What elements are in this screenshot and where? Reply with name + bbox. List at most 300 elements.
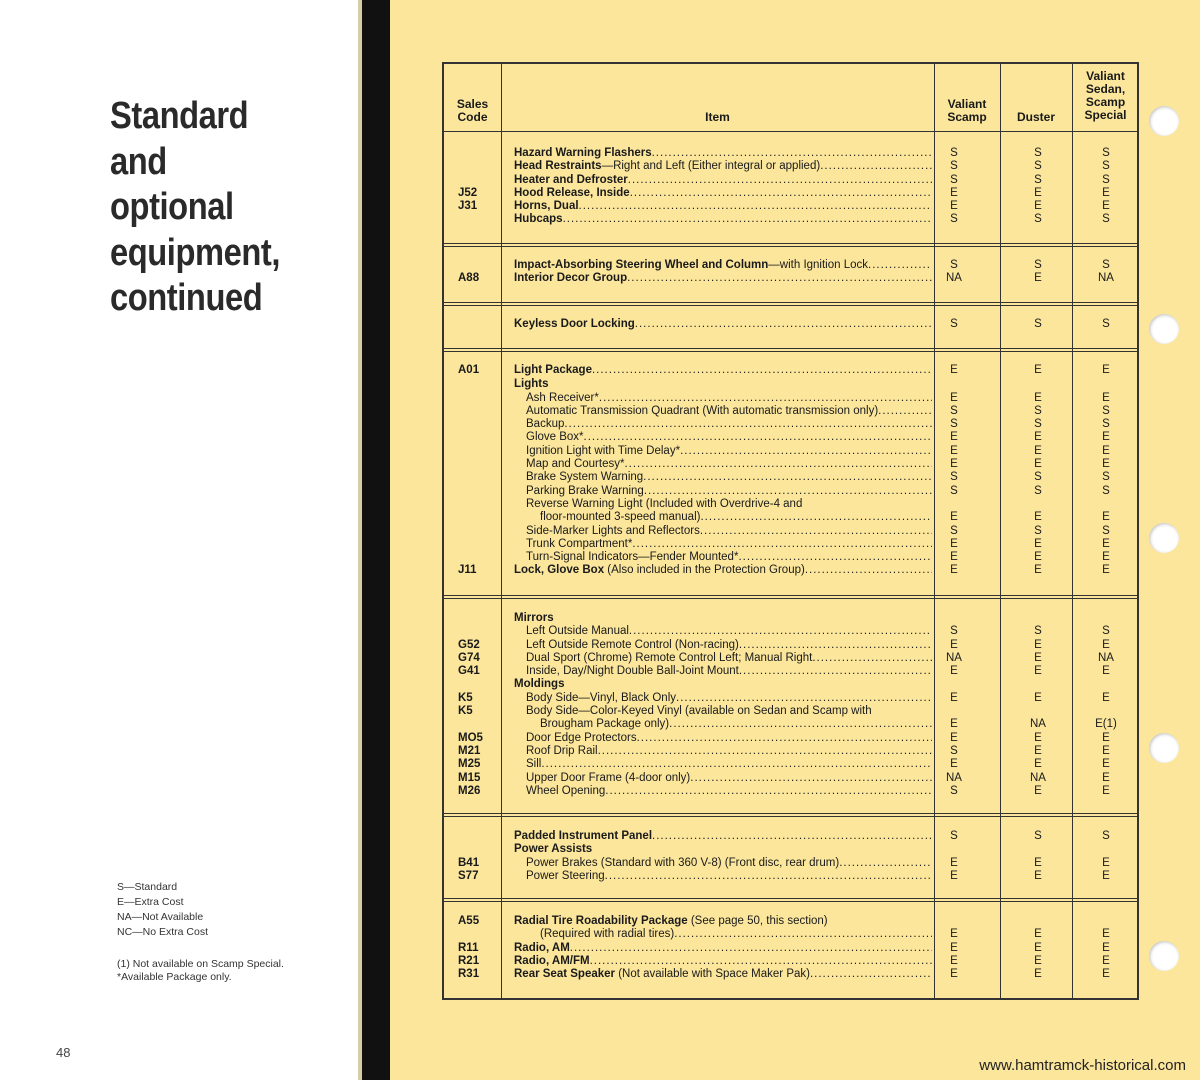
item-name <box>514 445 932 458</box>
availability-value: S <box>950 173 958 186</box>
item-detail: (See page 50, this section) <box>687 915 828 927</box>
item-name <box>514 318 932 331</box>
availability-value: S <box>1102 213 1110 226</box>
sales-code <box>458 392 488 405</box>
sales-code: B41 <box>458 856 480 869</box>
item-name <box>514 498 932 511</box>
availability-value: NA <box>1030 771 1046 784</box>
availability-value: S <box>950 147 958 159</box>
sales-code: R11 <box>458 941 479 954</box>
sales-code <box>458 318 488 331</box>
sales-code: K5 <box>458 705 473 718</box>
availability-value: E <box>950 869 958 882</box>
sales-code-column <box>458 318 488 331</box>
sales-code <box>458 498 488 511</box>
availability-value: E <box>950 458 958 471</box>
item-label: Keyless Door Locking <box>514 318 635 330</box>
availability-value: E <box>950 364 958 376</box>
availability-value <box>1076 498 1136 511</box>
item-label: Sill <box>526 758 542 771</box>
sales-code-column <box>458 259 488 286</box>
availability-value: E <box>1034 968 1042 981</box>
availability-value: E <box>1102 691 1110 704</box>
item-name <box>514 745 932 758</box>
item-text <box>526 652 812 665</box>
availability-value <box>1076 612 1136 625</box>
availability-value: S <box>1102 524 1110 537</box>
item-name <box>514 678 932 691</box>
availability-value: E <box>1102 431 1110 444</box>
sales-code-column <box>458 915 488 981</box>
item-label: Power Steering <box>526 869 605 882</box>
availability-value: E <box>950 665 958 678</box>
availability-value <box>1006 705 1070 718</box>
sales-code <box>458 445 488 458</box>
availability-value <box>1006 378 1070 391</box>
availability-value: S <box>1102 318 1110 330</box>
item-text <box>526 458 624 471</box>
item-column <box>514 612 932 798</box>
availability-value: E <box>1102 941 1110 954</box>
item-text <box>514 187 630 200</box>
sales-code: G52 <box>458 638 480 651</box>
item-name <box>514 625 932 638</box>
availability-value: S <box>950 160 958 173</box>
availability-value: E <box>1034 691 1042 704</box>
valiant-scamp-column <box>936 364 972 578</box>
item-detail: —Right and Left (Either integral or applied) <box>601 160 821 173</box>
availability-value: S <box>950 484 958 497</box>
availability-value: S <box>1102 404 1110 417</box>
legend <box>117 880 208 940</box>
availability-value: E <box>1034 200 1042 213</box>
item-label: Brake System Warning <box>526 471 644 484</box>
item-label: Parking Brake Warning <box>526 484 644 497</box>
availability-value: S <box>1102 484 1110 497</box>
item-name <box>514 147 932 160</box>
item-column <box>514 147 932 227</box>
availability-value: S <box>1034 830 1042 842</box>
availability-value: E <box>1102 458 1110 471</box>
availability-value: E <box>1034 758 1042 771</box>
valiant-scamp-column <box>936 612 972 798</box>
item-name <box>514 955 932 968</box>
availability-value: S <box>1034 147 1042 159</box>
availability-value: E <box>1102 200 1110 213</box>
sales-code <box>458 259 488 272</box>
availability-value: E <box>950 551 958 564</box>
availability-value: E <box>950 968 958 981</box>
availability-value: S <box>1102 160 1110 173</box>
binder-hole <box>1149 314 1179 344</box>
header-text: Sales <box>456 97 489 111</box>
title-line: continued <box>110 277 263 319</box>
availability-value <box>1076 843 1136 856</box>
row-divider <box>444 898 1137 902</box>
item-label: Rear Seat Speaker <box>514 968 616 981</box>
availability-value <box>936 915 972 928</box>
sales-code <box>458 625 488 638</box>
item-text <box>526 525 700 538</box>
item-text <box>540 928 674 941</box>
item-text <box>526 692 676 705</box>
item-name <box>514 458 932 471</box>
item-text <box>514 213 563 226</box>
item-name <box>514 758 932 771</box>
valiant-sedan-column <box>1076 318 1136 331</box>
header-text: Valiant <box>947 97 987 111</box>
legend-item: E—Extra Cost <box>117 896 184 908</box>
item-text <box>526 431 584 444</box>
valiant-sedan-column <box>1076 259 1136 286</box>
availability-value: S <box>950 318 958 330</box>
item-name <box>514 843 932 856</box>
availability-value: E <box>1034 638 1042 651</box>
item-name <box>514 405 932 418</box>
availability-value: NA <box>946 272 962 285</box>
sales-code-column <box>458 364 488 578</box>
item-label: Radial Tire Roadability Package <box>514 915 688 927</box>
availability-value: E <box>1034 511 1042 524</box>
sales-code <box>458 147 488 160</box>
availability-value: E <box>1102 564 1110 577</box>
header-text: Sedan, <box>1085 82 1126 96</box>
availability-value: E <box>1102 551 1110 564</box>
availability-value: S <box>950 784 958 797</box>
availability-value <box>1076 705 1136 718</box>
availability-value: E <box>1034 941 1042 954</box>
availability-value: E <box>1034 537 1042 550</box>
item-text <box>526 485 644 498</box>
item-name <box>514 612 932 625</box>
item-text <box>526 665 739 678</box>
availability-value: S <box>1034 259 1042 271</box>
availability-value: E <box>1102 665 1110 678</box>
item-name <box>514 259 932 272</box>
availability-value: E <box>1102 444 1110 457</box>
sales-code <box>458 405 488 418</box>
sales-code: A88 <box>458 272 480 285</box>
legend-item: S—Standard <box>117 881 178 893</box>
title-line: equipment, <box>110 231 281 274</box>
item-label: Padded Instrument Panel <box>514 830 653 842</box>
item-column <box>514 830 932 883</box>
sales-code-column <box>458 612 488 798</box>
item-name <box>514 200 932 213</box>
sales-code <box>458 431 488 444</box>
sales-code <box>458 511 488 524</box>
availability-value: NA <box>946 771 962 784</box>
row-divider <box>444 302 1137 306</box>
item-name <box>514 870 932 883</box>
item-label: Hazard Warning Flashers <box>514 147 652 159</box>
item-name <box>514 942 932 955</box>
item-label: Power Brakes (Standard with 360 V-8) (Front disc, rear drum) <box>526 856 840 869</box>
item-text <box>526 405 878 418</box>
availability-value: S <box>950 830 958 842</box>
row-divider <box>444 813 1137 817</box>
sales-code <box>458 485 488 498</box>
availability-value: E <box>1102 968 1110 981</box>
sales-code: A55 <box>458 915 480 927</box>
footnotes <box>117 958 284 983</box>
item-text <box>526 418 564 431</box>
item-column <box>514 915 932 981</box>
item-text <box>526 732 637 745</box>
availability-value: E <box>1102 856 1110 869</box>
availability-value: E <box>950 511 958 524</box>
sales-code: J31 <box>458 200 478 213</box>
availability-value <box>936 678 972 691</box>
duster-column <box>1006 259 1070 286</box>
availability-value: S <box>1102 147 1110 159</box>
sales-code: M21 <box>458 744 481 757</box>
item-text <box>514 259 868 272</box>
sales-code <box>458 458 488 471</box>
item-name <box>514 551 932 564</box>
item-text <box>514 678 564 691</box>
sales-code <box>458 174 488 187</box>
item-label: Upper Door Frame (4-door only) <box>526 771 691 784</box>
sales-code: MO5 <box>458 731 483 744</box>
item-name <box>514 564 932 577</box>
availability-value: E <box>950 718 958 731</box>
availability-value <box>936 843 972 856</box>
availability-value <box>1006 612 1070 625</box>
item-label: Head Restraints <box>514 160 602 173</box>
item-label: Interior Decor Group <box>514 272 628 285</box>
availability-value: S <box>950 625 958 638</box>
item-text <box>514 830 652 843</box>
item-label: Ignition Light with Time Delay* <box>526 444 681 457</box>
availability-value <box>1076 678 1136 691</box>
availability-value <box>1006 678 1070 691</box>
availability-value: NA <box>1030 718 1046 731</box>
item-detail: (Not available with Space Maker Pak) <box>615 968 810 981</box>
availability-value: E <box>1034 784 1042 797</box>
availability-value: E <box>950 537 958 550</box>
availability-value: E <box>1034 651 1042 664</box>
item-text <box>514 364 592 377</box>
item-label: Moldings <box>514 678 565 691</box>
item-label: Glove Box* <box>526 431 584 444</box>
availability-value: E <box>950 564 958 577</box>
availability-value: NA <box>946 651 962 664</box>
item-label: Ash Receiver* <box>526 391 599 404</box>
item-name <box>514 160 932 173</box>
item-text <box>526 639 739 652</box>
header-text: Special <box>1084 108 1127 122</box>
duster-column <box>1006 915 1070 981</box>
footnote: (1) Not available on Scamp Special. <box>117 958 284 970</box>
availability-value: S <box>950 744 958 757</box>
availability-value: E <box>950 200 958 213</box>
availability-value: E <box>1102 638 1110 651</box>
item-label: Hubcaps <box>514 213 563 226</box>
availability-value: E <box>1034 458 1042 471</box>
sales-code: M26 <box>458 784 481 797</box>
sales-code <box>458 612 488 625</box>
availability-value <box>936 378 972 391</box>
item-text <box>514 174 628 187</box>
availability-value: E <box>1034 564 1042 577</box>
availability-value: S <box>1034 213 1042 226</box>
item-label: Heater and Defroster <box>514 173 628 186</box>
valiant-sedan-column <box>1076 915 1136 981</box>
availability-value <box>1076 378 1136 391</box>
availability-value <box>936 612 972 625</box>
item-label: Side-Marker Lights and Reflectors <box>526 524 700 537</box>
item-label: Light Package <box>514 364 592 376</box>
availability-value: S <box>1034 404 1042 417</box>
availability-value: NA <box>1098 272 1114 285</box>
item-label: Radio, AM <box>514 941 570 954</box>
item-name <box>514 732 932 745</box>
item-text <box>514 378 549 391</box>
binding-bar <box>362 0 390 1080</box>
availability-value: E <box>950 638 958 651</box>
header-text: Scamp <box>947 110 987 124</box>
item-column <box>514 259 932 286</box>
binder-hole <box>1149 523 1179 553</box>
item-label: Backup <box>526 418 565 431</box>
item-name <box>514 392 932 405</box>
availability-value: E <box>1102 186 1110 199</box>
item-text <box>540 511 700 524</box>
sales-code <box>458 160 488 173</box>
item-text <box>514 955 590 968</box>
availability-value: E <box>950 444 958 457</box>
title-line: and <box>110 140 167 183</box>
item-name <box>514 418 932 431</box>
availability-value: E <box>1102 364 1110 376</box>
availability-value: S <box>1034 318 1042 330</box>
item-text <box>526 785 605 798</box>
item-label: Dual Sport (Chrome) Remote Control Left; Manual Right <box>526 651 813 664</box>
item-text <box>514 160 820 173</box>
availability-value: E <box>1034 869 1042 882</box>
item-label: Door Edge Protectors <box>526 731 637 744</box>
item-label: Wheel Opening <box>526 784 606 797</box>
item-text <box>526 705 872 718</box>
valiant-sedan-column <box>1076 830 1136 883</box>
availability-value: E <box>950 954 958 967</box>
availability-value: S <box>1102 418 1110 431</box>
availability-value: E <box>950 431 958 444</box>
availability-value: S <box>1102 471 1110 484</box>
availability-value: E <box>950 691 958 704</box>
item-label: Lights <box>514 378 549 391</box>
item-label: Impact-Absorbing Steering Wheel and Column <box>514 259 769 271</box>
availability-value: NA <box>1098 651 1114 664</box>
availability-value: E <box>1102 771 1110 784</box>
availability-value: E <box>1102 784 1110 797</box>
item-name <box>514 928 932 941</box>
availability-value: E <box>1102 731 1110 744</box>
item-name <box>514 705 932 718</box>
availability-value <box>936 498 972 511</box>
item-text <box>526 471 643 484</box>
valiant-scamp-column <box>936 147 972 227</box>
availability-value <box>1006 843 1070 856</box>
sales-code <box>458 843 488 856</box>
item-text <box>514 272 627 285</box>
page-number: 48 <box>56 1045 71 1060</box>
item-text <box>526 857 839 870</box>
sales-code: K5 <box>458 691 473 704</box>
title-line: Standard <box>110 95 249 137</box>
sales-code: S77 <box>458 869 479 882</box>
sales-code <box>458 418 488 431</box>
item-label: Brougham Package only) <box>540 718 670 731</box>
item-text <box>514 612 554 625</box>
availability-value: E <box>1034 391 1042 404</box>
item-name <box>514 830 932 843</box>
item-text <box>526 538 632 551</box>
item-name <box>514 525 932 538</box>
equipment-table <box>442 62 1139 1000</box>
duster-column <box>1006 147 1070 227</box>
item-text <box>526 551 738 564</box>
item-text <box>514 318 635 331</box>
column-divider <box>501 64 502 998</box>
sales-code <box>458 678 488 691</box>
binder-hole <box>1149 941 1179 971</box>
column-divider <box>1072 64 1073 998</box>
item-name <box>514 272 932 285</box>
sales-code <box>458 378 488 391</box>
item-label: Left Outside Remote Control (Non-racing) <box>526 638 739 651</box>
availability-value: S <box>950 213 958 226</box>
availability-value: E <box>1034 856 1042 869</box>
item-text <box>526 392 599 405</box>
availability-value: S <box>1034 524 1042 537</box>
item-text <box>526 625 629 638</box>
header-duster: Duster <box>1016 110 1055 124</box>
availability-value: E <box>1102 758 1110 771</box>
availability-value: E <box>950 941 958 954</box>
item-text <box>514 200 579 213</box>
item-label: Horns, Dual <box>514 200 579 213</box>
availability-value: E <box>1102 954 1110 967</box>
column-divider <box>934 64 935 998</box>
availability-value: S <box>950 404 958 417</box>
item-label: Roof Drip Rail <box>526 744 598 757</box>
availability-value: E <box>1102 511 1110 524</box>
item-label: Trunk Compartment* <box>526 537 633 550</box>
sales-code-column <box>458 147 488 227</box>
item-name <box>514 968 932 981</box>
sales-code-column <box>458 830 488 883</box>
duster-column <box>1006 364 1070 578</box>
item-label: Body Side—Vinyl, Black Only <box>526 691 676 704</box>
item-name <box>514 378 932 391</box>
item-name <box>514 174 932 187</box>
availability-value: E <box>950 758 958 771</box>
item-name <box>514 471 932 484</box>
header-valiant-scamp <box>934 98 1000 124</box>
item-name <box>514 187 932 200</box>
valiant-scamp-column <box>936 259 972 286</box>
availability-value: E <box>1102 391 1110 404</box>
sales-code: R21 <box>458 954 480 967</box>
item-name <box>514 692 932 705</box>
availability-value: E <box>1034 731 1042 744</box>
sales-code <box>458 928 488 941</box>
item-text <box>514 564 805 577</box>
valiant-sedan-column <box>1076 612 1136 798</box>
item-label: (Required with radial tires) <box>540 928 675 941</box>
